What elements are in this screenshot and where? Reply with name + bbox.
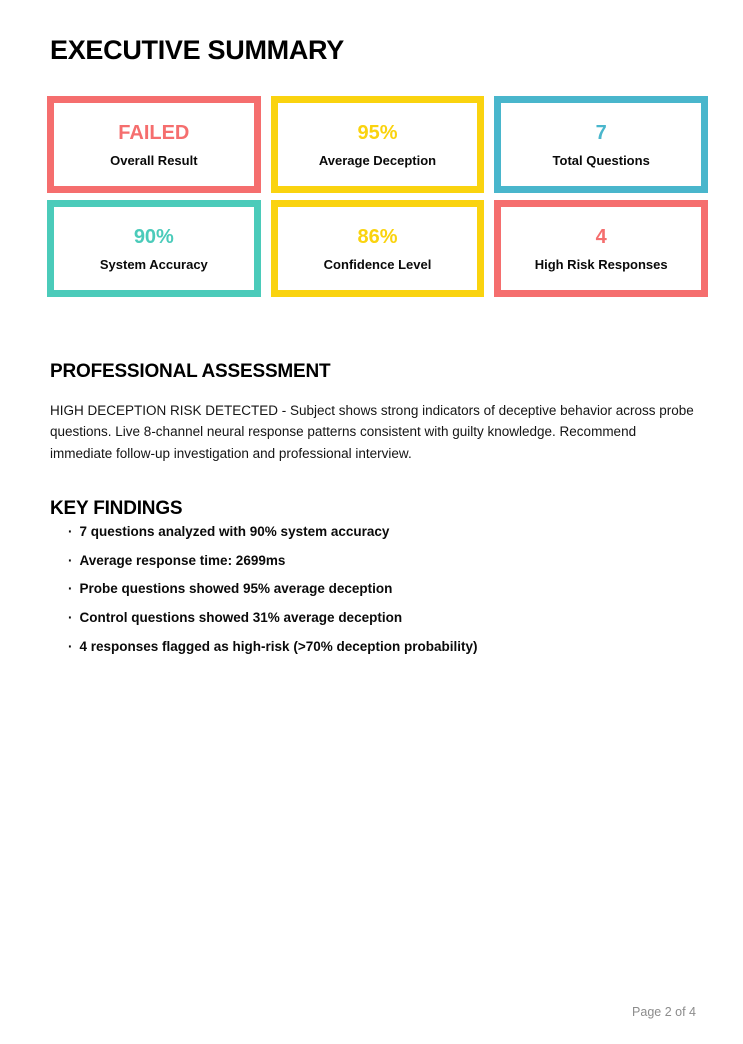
key-finding-item (68, 524, 688, 540)
stat-card-system-accuracy (47, 200, 261, 297)
key-findings-heading: KEY FINDINGS (50, 497, 183, 519)
stat-value: 90% (133, 225, 174, 248)
stat-card-average-deception (271, 96, 485, 193)
stat-card-total-questions (494, 96, 708, 193)
stat-card-overall-result (47, 96, 261, 193)
key-finding-text: 7 questions analyzed with 90% system accuracy (79, 524, 390, 539)
page-title: EXECUTIVE SUMMARY (50, 35, 344, 66)
stat-value: 7 (595, 121, 607, 144)
stat-label: High Risk Responses (534, 256, 668, 272)
bullet-dot: · (68, 610, 73, 626)
stat-value: 4 (595, 225, 607, 248)
key-finding-text: Probe questions showed 95% average deception (79, 581, 393, 597)
stat-label: Confidence Level (323, 256, 432, 272)
key-finding-text: Average response time: 2699ms (79, 552, 286, 568)
stat-label: Total Questions (552, 152, 650, 168)
key-finding-text: 4 responses flagged as high-risk (>70% deception probability) (79, 638, 478, 654)
key-finding-item (68, 639, 688, 655)
bullet-dot: · (68, 581, 73, 597)
stat-label: Average Deception (318, 152, 437, 168)
stat-card-high-risk-responses (494, 200, 708, 297)
page-number: Page 2 of 4 (632, 1005, 696, 1019)
key-finding-text: Control questions showed 31% average deception (79, 610, 403, 626)
key-finding-item (68, 581, 688, 597)
bullet-dot: · (68, 524, 73, 539)
stat-value: 86% (357, 225, 398, 248)
stat-card-confidence-level (271, 200, 485, 297)
stat-value: FAILED (118, 121, 190, 144)
key-finding-item (68, 610, 688, 626)
bullet-dot: · (68, 552, 73, 568)
summary-stat-cards (47, 96, 708, 297)
professional-assessment-heading: PROFESSIONAL ASSESSMENT (50, 360, 331, 382)
key-finding-item (68, 553, 688, 569)
stat-label: System Accuracy (99, 256, 208, 272)
professional-assessment-text: HIGH DECEPTION RISK DETECTED - Subject shows strong indicators of deceptive behavior across probe questions. Live 8-channel neural response patterns consistent with guilty knowledge. Recommend immediate follow-up investigation and professional interview. (50, 402, 694, 461)
stat-value: 95% (357, 121, 398, 144)
bullet-dot: · (68, 638, 73, 654)
key-findings-list (68, 524, 688, 667)
stat-label: Overall Result (110, 152, 198, 168)
